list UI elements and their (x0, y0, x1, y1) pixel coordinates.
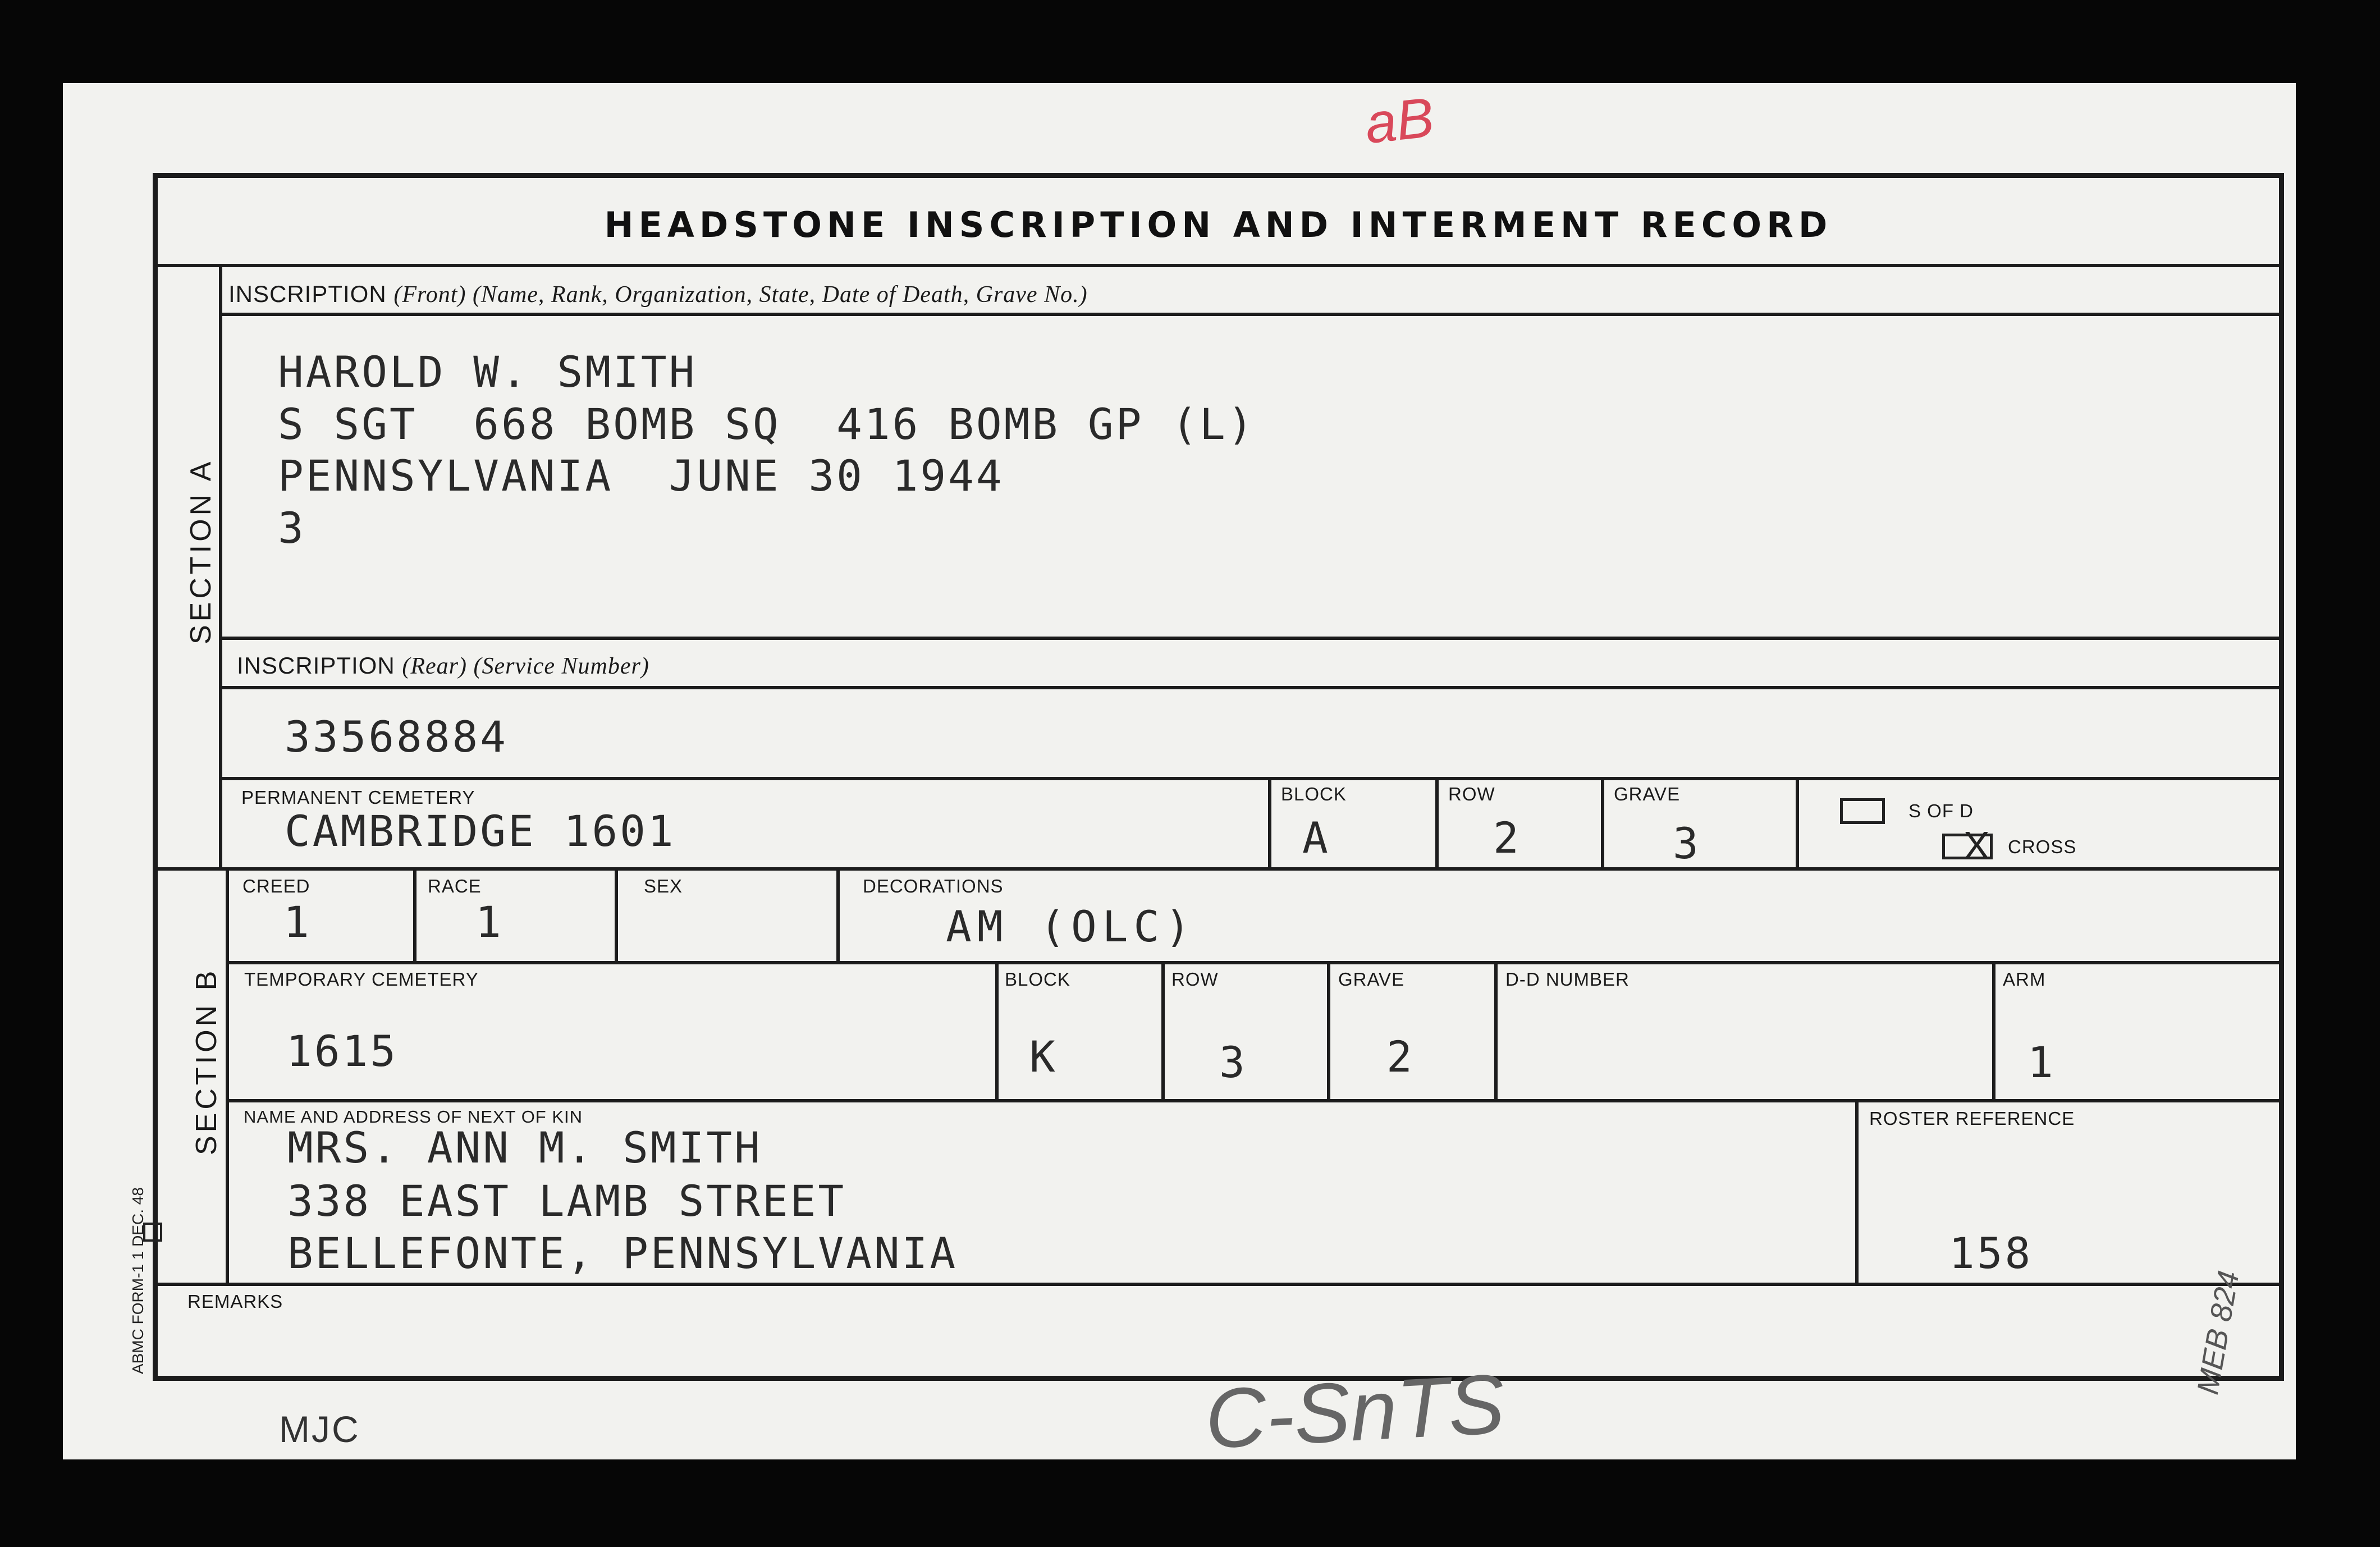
temporary-row-value: 3 (1219, 1037, 1247, 1087)
form-id-checkbox (143, 1223, 162, 1242)
rule (1855, 1099, 1859, 1283)
race-label: RACE (428, 876, 482, 896)
permanent-grave-label: GRAVE (1614, 784, 1681, 804)
rule (158, 867, 2279, 871)
corner-handwriting: MEB 824 (2190, 1268, 2246, 1397)
next-of-kin-line-3: BELLEFONTE, PENNSYLVANIA (287, 1228, 958, 1278)
rule (1327, 961, 1330, 1099)
permanent-grave-value: 3 (1673, 818, 1701, 868)
next-of-kin-line-1: MRS. ANN M. SMITH (287, 1123, 762, 1173)
cross-check-mark: X (1964, 823, 1990, 867)
rule (1161, 961, 1165, 1099)
arm-value: 1 (2027, 1037, 2056, 1087)
rule (995, 961, 999, 1099)
remarks-label: REMARKS (187, 1291, 283, 1312)
temporary-block-label: BLOCK (1005, 969, 1070, 990)
rule (1601, 777, 1604, 867)
inscription-front-line-2: S SGT 668 BOMB SQ 416 BOMB GP (L) (278, 399, 1256, 449)
rule (836, 867, 840, 961)
inscription-front-label: INSCRIPTION (Front) (Name, Rank, Organization, State, Date of Death, Grave No.) (228, 281, 1088, 308)
permanent-cemetery-value: CAMBRIDGE 1601 (285, 806, 676, 856)
inscription-front-line-4: 3 (278, 503, 306, 553)
temporary-grave-value: 2 (1386, 1032, 1415, 1082)
decorations-label: DECORATIONS (863, 876, 1004, 896)
roster-reference-value: 158 (1949, 1228, 2033, 1278)
temporary-block-value: K (1029, 1032, 1058, 1082)
rule (1796, 777, 1799, 867)
rule (1494, 961, 1498, 1099)
rule (413, 867, 417, 961)
section-a-label: SECTION A (185, 458, 217, 644)
permanent-block-value: A (1302, 813, 1330, 863)
creed-value: 1 (283, 897, 312, 947)
temporary-row-label: ROW (1171, 969, 1219, 990)
decorations-value: AM (OLC) (946, 901, 1197, 951)
inscription-front-line-3: PENNSYLVANIA JUNE 30 1944 (278, 451, 1004, 501)
inscription-front-detail: (Front) (Name, Rank, Organization, State, Date of Death, Grave No.) (393, 282, 1088, 308)
inscription-rear-label: INSCRIPTION (Rear) (Service Number) (237, 652, 649, 679)
rule (158, 264, 2279, 267)
arm-label: ARM (2003, 969, 2046, 990)
sofd-label: S OF D (1908, 800, 1974, 821)
permanent-row-label: ROW (1448, 784, 1495, 804)
sofd-checkbox[interactable] (1840, 798, 1885, 824)
inscription-rear-detail: (Rear) (Service Number) (402, 653, 649, 679)
rule (219, 264, 222, 867)
sex-label: SEX (644, 876, 683, 896)
cross-label: CROSS (2008, 836, 2077, 857)
rule (222, 777, 2279, 780)
rule (226, 1099, 2279, 1102)
rule (1268, 777, 1271, 867)
form-id: ABMC FORM-1 1 DEC. 48 (129, 1187, 147, 1374)
next-of-kin-line-2: 338 EAST LAMB STREET (287, 1176, 846, 1226)
inscription-front-line-1: HAROLD W. SMITH (278, 347, 697, 397)
form-title: HEADSTONE INSCRIPTION AND INTERMENT RECORD (604, 204, 1833, 245)
service-number: 33568884 (285, 712, 509, 762)
section-b-label: SECTION B (190, 967, 223, 1155)
rule (222, 313, 2279, 316)
rule (615, 867, 618, 961)
rule (226, 867, 229, 1283)
creed-label: CREED (242, 876, 310, 896)
rule (222, 686, 2279, 689)
dd-number-label: D-D NUMBER (1505, 969, 1630, 990)
rule (158, 1283, 2279, 1286)
top-handwriting: aB (1362, 85, 1437, 156)
rule (1435, 777, 1439, 867)
next-of-kin-label: NAME AND ADDRESS OF NEXT OF KIN (244, 1107, 583, 1127)
rule (1992, 961, 1995, 1099)
bottom-initials: MJC (279, 1408, 360, 1450)
race-value: 1 (475, 897, 504, 947)
roster-reference-label: ROSTER REFERENCE (1869, 1108, 2075, 1129)
temporary-cemetery-value: 1615 (286, 1026, 399, 1076)
temporary-grave-label: GRAVE (1338, 969, 1405, 990)
rule (226, 961, 2279, 964)
temporary-cemetery-label: TEMPORARY CEMETERY (244, 969, 479, 990)
permanent-row-value: 2 (1493, 813, 1521, 863)
bottom-handwriting: C-SnTS (1202, 1356, 1507, 1466)
permanent-cemetery-label: PERMANENT CEMETERY (241, 787, 475, 808)
record-card (63, 83, 2296, 1466)
rule (222, 637, 2279, 640)
permanent-block-label: BLOCK (1281, 784, 1347, 804)
